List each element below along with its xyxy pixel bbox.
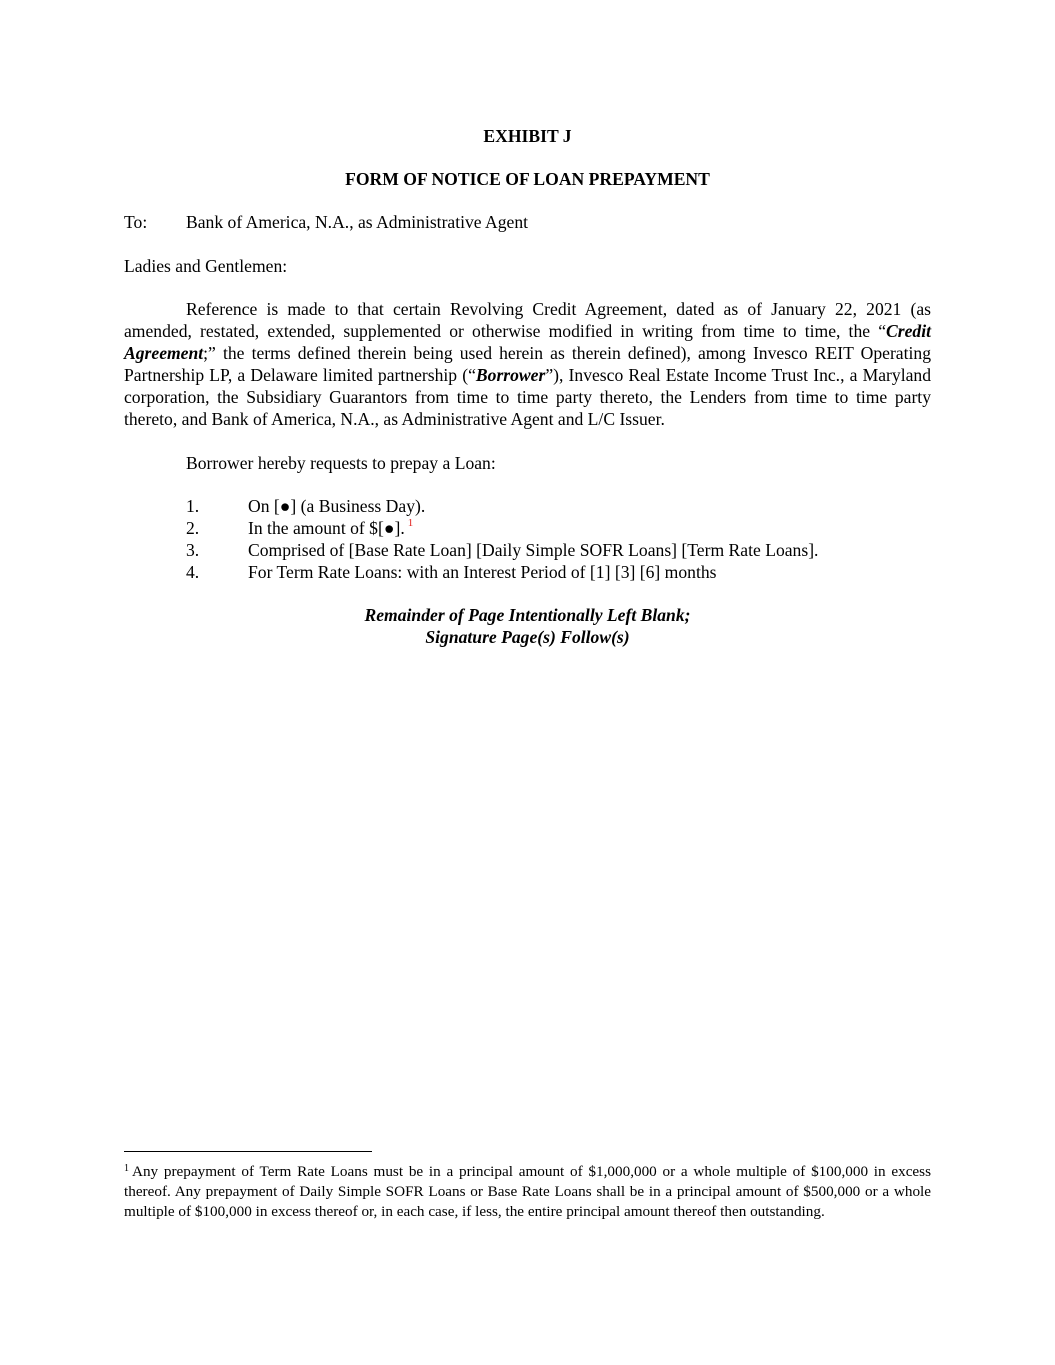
to-value: Bank of America, N.A., as Administrative Agent (186, 212, 529, 232)
form-title: FORM OF NOTICE OF LOAN PREPAYMENT (345, 169, 710, 189)
list-item-text: On [●] (a Business Day). (248, 496, 426, 516)
footnote-separator (124, 1151, 372, 1152)
reference-text-3: ”), Invesco Real Estate Income Trust Inc., a Maryland corporation, the Subsidiary Guarantors from time to time party thereto, the Lenders from time to time party thereto, and Bank of America, N.A., as Administrative Agent and L/C Issuer. (124, 365, 931, 429)
to-label: To: (124, 212, 148, 232)
list-item-number: 1. (186, 496, 200, 516)
list-item-text: Comprised of [Base Rate Loan] [Daily Simple SOFR Loans] [Term Rate Loans]. (248, 540, 819, 560)
list-item-text-wrap (248, 517, 413, 539)
list-item-text: In the amount of $[●]. (248, 518, 405, 538)
request-intro: Borrower hereby requests to prepay a Loan: (186, 453, 496, 473)
remainder-line-1: Remainder of Page Intentionally Left Blank; (364, 605, 691, 625)
defined-term-credit-agreement: Credit Agreement (124, 321, 931, 363)
footnote (124, 1162, 931, 1222)
defined-term-borrower: Borrower (475, 365, 546, 385)
remainder-line-2: Signature Page(s) Follow(s) (425, 627, 630, 647)
reference-text-1: Reference is made to that certain Revolving Credit Agreement, dated as of January 22, 2021 (as amended, restated, extended, supplemented or otherwise modified in writing from time to time, the “ (124, 299, 931, 341)
list-item-text: For Term Rate Loans: with an Interest Period of [1] [3] [6] months (248, 562, 717, 582)
footnote-reference[interactable]: 1 (407, 517, 414, 529)
exhibit-title: EXHIBIT J (483, 126, 572, 146)
footnote-mark: 1 (124, 1163, 129, 1174)
reference-text-2: ;” the terms defined therein being used herein as therein defined), among Invesco REIT Operating Partnership LP, a Delaware limited partnership (“ (124, 343, 931, 385)
footnote-text: Any prepayment of Term Rate Loans must be in a principal amount of $1,000,000 or a whole multiple of $100,000 in excess thereof. Any prepayment of Daily Simple SOFR Loans or Base Rate Loans shall be in a principal amount of $500,000 or a whole multiple of $100,000 in excess thereof or, in each case, if less, the entire principal amount thereof then outstanding. (124, 1163, 931, 1220)
list-item-number: 2. (186, 518, 200, 538)
list-item-number: 4. (186, 562, 200, 582)
list-item-number: 3. (186, 540, 200, 560)
reference-paragraph (124, 298, 931, 430)
salutation: Ladies and Gentlemen: (124, 256, 288, 276)
